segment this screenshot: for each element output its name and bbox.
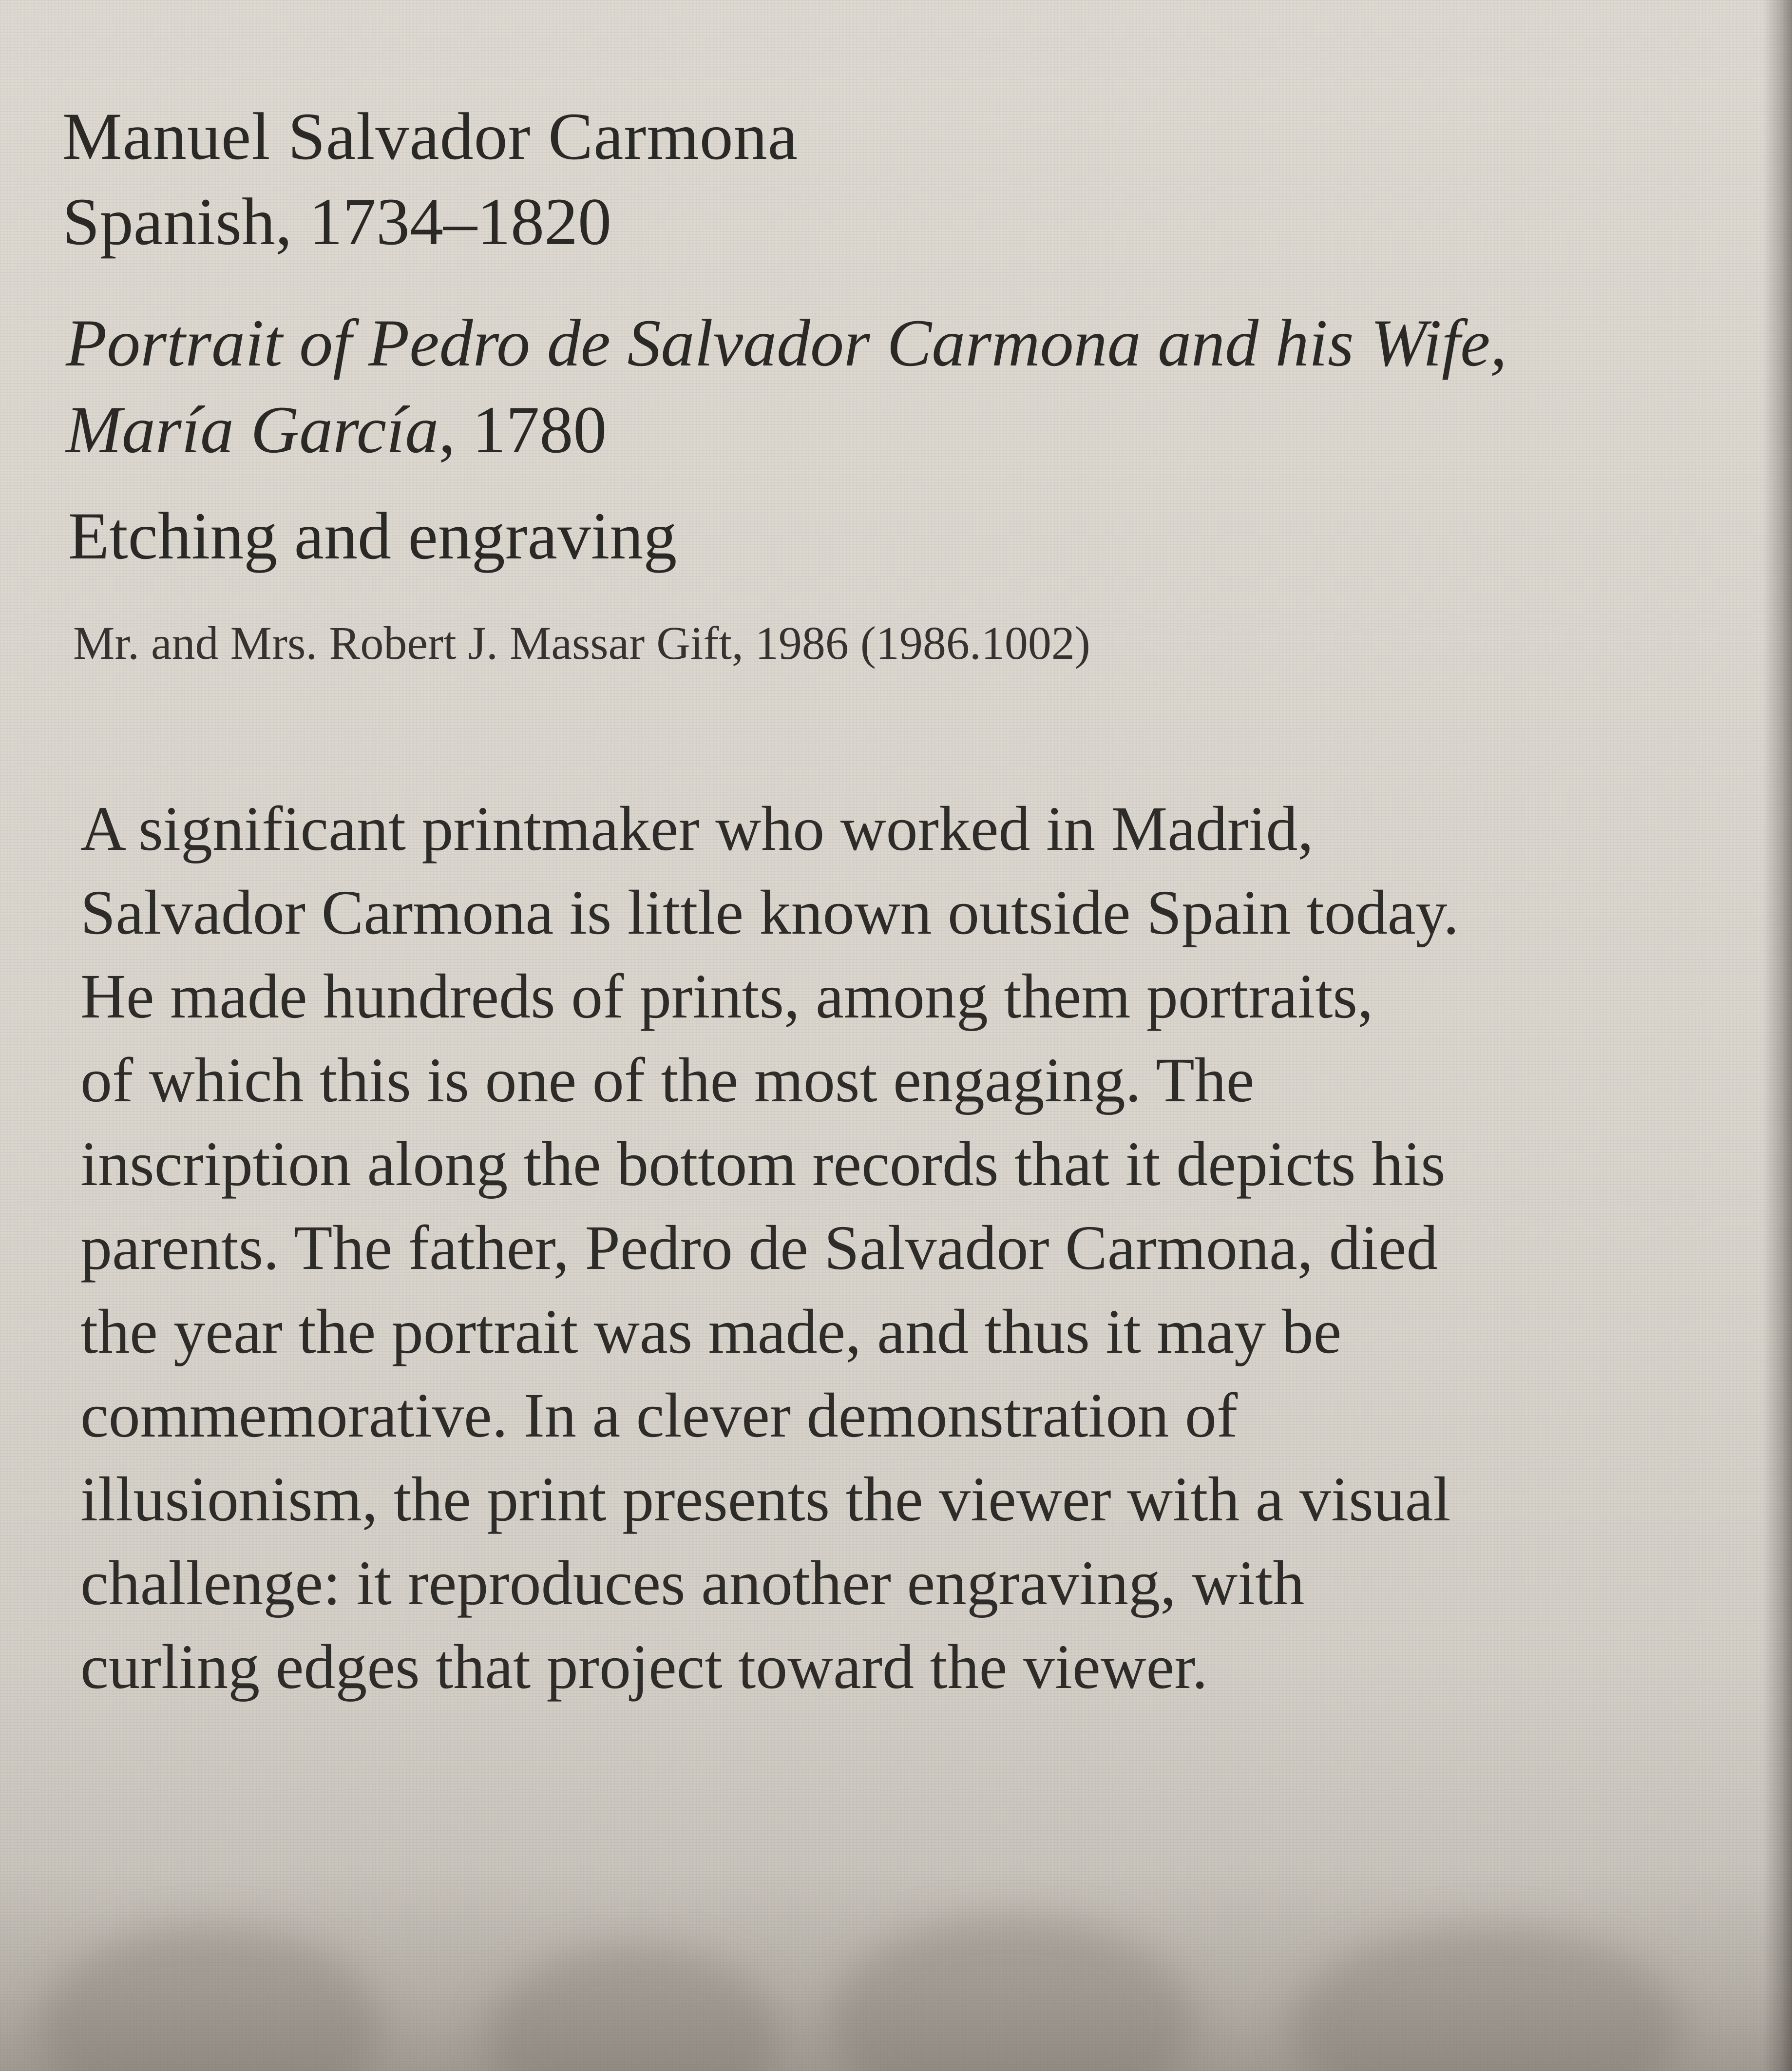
artwork-title-line1: Portrait of Pedro de Salvador Carmona and his Wife, (66, 306, 1507, 380)
artist-nationality-dates: Spanish, 1734–1820 (62, 184, 612, 259)
description-line: curling edges that project toward the viewer. (80, 1632, 1208, 1702)
description-line: Salvador Carmona is little known outside Spain today. (80, 878, 1459, 948)
artwork-medium: Etching and engraving (68, 499, 677, 573)
description-line: illusionism, the print presents the viewer with a visual (80, 1464, 1451, 1534)
description-line: He made hundreds of prints, among them portraits, (80, 961, 1373, 1032)
description-line: inscription along the bottom records that it depicts his (80, 1129, 1446, 1199)
description-line: of which this is one of the most engaging. The (80, 1045, 1255, 1115)
artwork-date: , 1780 (438, 392, 607, 467)
artist-name: Manuel Salvador Carmona (62, 99, 798, 173)
credit-line: Mr. and Mrs. Robert J. Massar Gift, 1986 (1986.1002) (73, 617, 1090, 669)
description-line: A significant printmaker who worked in Madrid, (80, 794, 1314, 864)
description-line: the year the portrait was made, and thus it may be (80, 1297, 1342, 1367)
artwork-title-name: María García (66, 392, 439, 467)
artwork-title (66, 300, 1507, 473)
description-line: commemorative. In a clever demonstration of (80, 1381, 1238, 1451)
card-edge-shadow (1763, 0, 1792, 2071)
description-line: parents. The father, Pedro de Salvador Carmona, died (80, 1213, 1438, 1283)
description-line: challenge: it reproduces another engraving, with (80, 1548, 1305, 1618)
description-text (80, 787, 1688, 1709)
